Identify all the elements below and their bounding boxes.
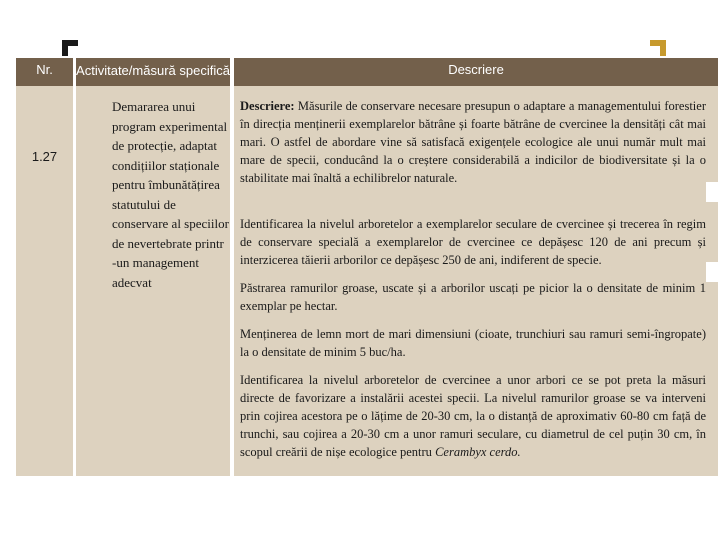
column-nr: [16, 58, 73, 476]
description-label: Descriere:: [240, 99, 295, 113]
row-separator-left: [0, 112, 16, 118]
description-paragraph-3: Păstrarea ramurilor groase, uscate și a arborilor uscați pe picior la o densitate de minim 1 exemplar pe hectar.: [240, 281, 706, 313]
description-paragraph-2: Identificarea la nivelul arboretelor a exemplarelor seculare de cvercinee și trecerea în regim de conservare specială a exemplarelor de cvercinee ce depășesc 120 de ani precum și interzicerea tăierii arborilor ce depășesc 250 de ani, indiferent de specie.: [240, 217, 706, 267]
header-description: Descriere: [448, 62, 504, 77]
corner-bracket-top-left-stem: [62, 40, 68, 56]
row-nr: 1.27: [31, 149, 58, 164]
row-separator: [0, 86, 16, 94]
description-paragraph-1: [240, 97, 706, 187]
table-right-gap-2: [706, 262, 720, 282]
description-text-5: Identificarea la nivelul arboretelor de cvercinee a unor arbori ce se pot preta la măsuri directe de favorizare a instalării acestei specii. La nivelul ramurilor groase se va interveni prin cojirea acestora pe o lățime de 20-30 cm, la o distanță de aproximativ 60-80 cm față de trunchi, sau cojirea a 20-30 cm a unor ramuri seculare, cu diametrul de cel puțin 30 cm, în scopul creării de nișe ecologice pentru: [240, 373, 706, 459]
corner-bracket-top-right-stem: [660, 40, 666, 56]
description-paragraph-5: [240, 371, 706, 461]
row-activity: Demararea unui program experimental de protecție, adaptat condițiilor staționale pentru îmbunătățirea statutului de conservare al speciilor de nevertebrate printr -un management adecvat: [112, 99, 229, 290]
description-paragraph-4: Menținerea de lemn mort de mari dimensiuni (cioate, trunchiuri sau ramuri semi-îngropate) la o densitate de minim 5 buc/ha.: [240, 327, 706, 359]
table-right-gap: [706, 182, 720, 202]
species-name: Cerambyx cerdo.: [435, 445, 521, 459]
header-nr: Nr.: [36, 62, 53, 77]
description-text-1: Măsurile de conservare necesare presupun o adaptare a managementului forestier în direcția menținerii exemplarelor bătrâne și foarte bătrâne de cvercinee la densități cât mai mari. O astfel de abordare vine să satisfacă exigențele ecologice ale unui număr mult mai mare de specii, conducând la o creștere considerabilă a indicilor de biodiversitate și la o stabilitate mai înaltă a echilibrelor naturale.: [240, 99, 706, 185]
header-activity: Activitate/măsură specifică: [76, 63, 230, 78]
